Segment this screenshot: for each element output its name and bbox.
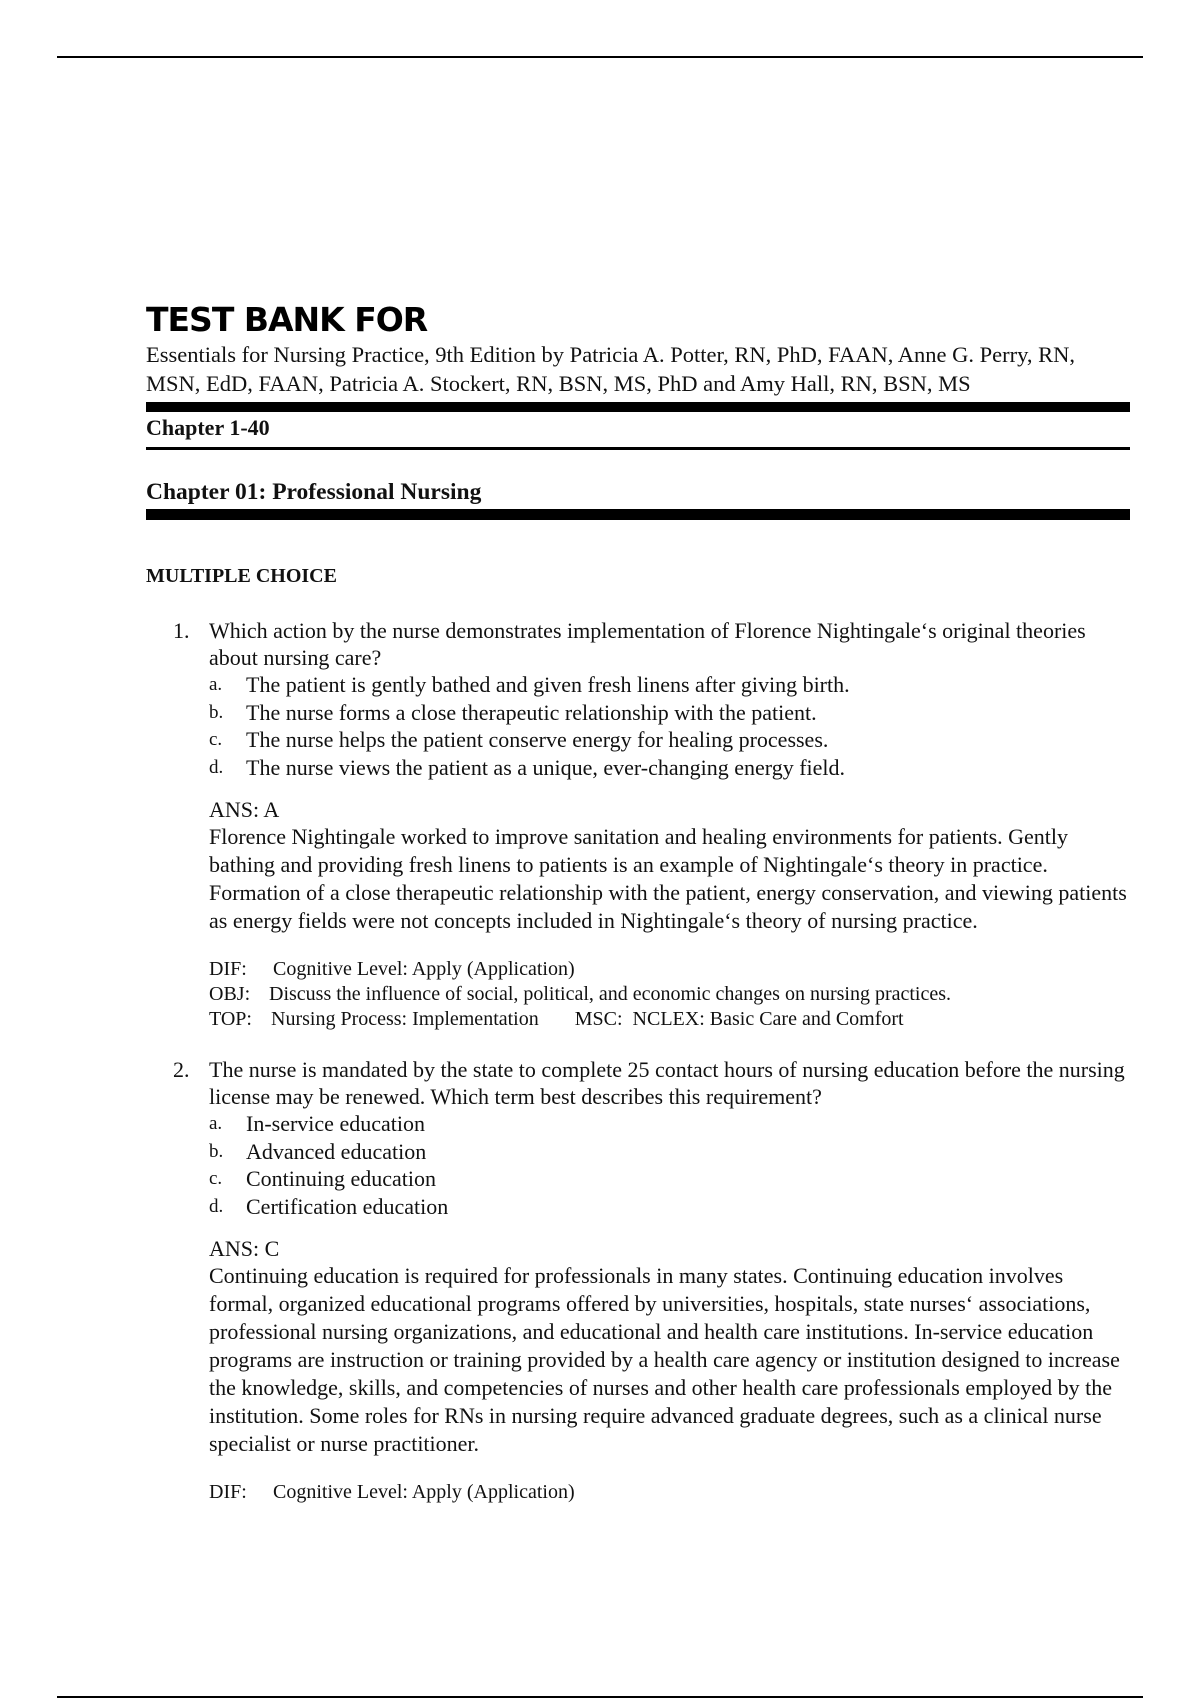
option-letter: c. [209,729,223,750]
dif-row [209,1480,1130,1505]
option-item [209,1138,1130,1166]
chapter-title: Chapter 01: Professional Nursing [146,479,482,505]
divider-thin [146,447,1130,450]
option-text: The patient is gently bathed and given fresh linens after giving birth. [246,672,850,697]
question-2 [146,1056,1130,1505]
msc-value: NCLEX: Basic Care and Comfort [632,1008,904,1030]
option-text: The nurse helps the patient conserve energy for healing processes. [246,727,829,752]
option-letter: a. [209,1113,223,1134]
bottom-rule [57,1696,1143,1698]
option-item [209,699,1130,727]
option-text: Certification education [246,1193,449,1219]
obj-label: OBJ: [209,983,251,1005]
rationale: Florence Nightingale worked to improve sanitation and healing environments for patients. Gently bathing and providing fresh linens to patients is an example of Nightingale‘s theory in practice. Formation of a close therapeutic relationship with the patient, energy conservation, and viewing patients as energy fields were not concepts included in Nightingale‘s theory of nursing practice. [209,824,1127,933]
option-item [209,754,1130,782]
top-label: TOP: [209,1008,252,1030]
option-text: Advanced education [246,1138,427,1164]
option-text: The nurse views the patient as a unique, ever-changing energy field. [246,754,846,780]
section-heading: MULTIPLE CHOICE [146,565,337,587]
option-item [209,1110,1130,1138]
option-list [209,1110,1130,1220]
top-rule [57,56,1143,58]
obj-value: Discuss the influence of social, political, and economic changes on nursing practices. [269,983,952,1005]
answer-key: ANS: A [209,797,280,822]
question-metadata [209,1480,1130,1505]
answer-key: ANS: C [209,1236,280,1261]
question-number: 2. [173,1057,190,1082]
option-item [209,671,1130,699]
question-metadata [209,957,1130,1032]
obj-row [209,982,1130,1007]
option-text: The nurse forms a close therapeutic relationship with the patient. [246,699,817,725]
msc-label: MSC: [574,1008,623,1030]
option-item [209,1193,1130,1221]
book-subtitle: Essentials for Nursing Practice, 9th Edition by Patricia A. Potter, RN, PhD, FAAN, Anne G. Perry, RN, MSN, EdD, FAAN, Patricia A. Stockert, RN, BSN, MS, PhD and Amy Hall, RN, BSN, MS [146,342,1076,396]
question-stem: The nurse is mandated by the state to complete 25 contact hours of nursing education before the nursing license may be renewed. Which term best describes this requirement? [209,1057,1125,1109]
option-letter: b. [209,1140,224,1162]
top-row [209,1007,1130,1032]
dif-label: DIF: [209,1481,247,1503]
question-stem: Which action by the nurse demonstrates implementation of Florence Nightingale‘s original theories about nursing care? [209,618,1086,670]
question-1 [146,617,1130,1032]
option-item [209,1165,1130,1193]
option-letter: a. [209,674,223,695]
divider-chapter [146,509,1130,520]
question-number: 1. [173,618,190,643]
dif-row [209,957,1130,982]
option-letter: b. [209,701,224,723]
dif-label: DIF: [209,958,247,980]
chapter-range: Chapter 1-40 [146,415,270,440]
document-title: TEST BANK FOR [146,300,428,339]
rationale: Continuing education is required for professionals in many states. Continuing education involves formal, organized educational programs offered by universities, hospitals, state nurses‘ associations, professional nursing organizations, and educational and health care institutions. In-service education programs are instruction or training provided by a health care agency or institution designed to increase the knowledge, skills, and competencies of nurses and other health care professionals employed by the institution. Some roles for RNs in nursing require advanced graduate degrees, such as a clinical nurse specialist or nurse practitioner. [209,1263,1120,1456]
divider-thick [146,402,1130,412]
dif-value: Cognitive Level: Apply (Application) [273,1481,575,1503]
option-item [209,726,1130,754]
dif-value: Cognitive Level: Apply (Application) [273,958,575,980]
top-value: Nursing Process: Implementation [271,1008,539,1030]
document-body [146,300,1130,1505]
option-list [209,671,1130,781]
option-letter: c. [209,1168,223,1189]
option-letter: d. [209,756,224,778]
option-text: In-service education [246,1111,425,1136]
option-letter: d. [209,1195,224,1217]
option-text: Continuing education [246,1166,437,1191]
